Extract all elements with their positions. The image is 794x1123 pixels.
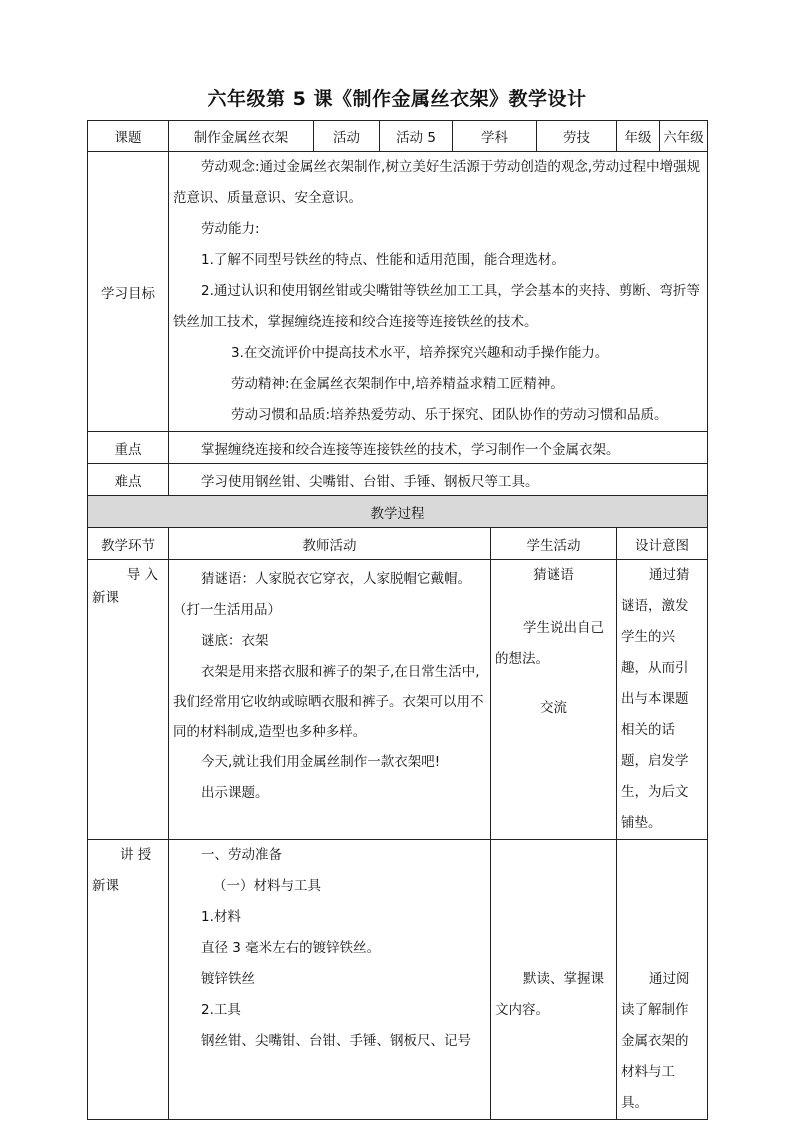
process-header: 教学过程 — [88, 496, 708, 528]
intro-student-line: 猜谜语 — [533, 567, 574, 583]
col-header-stage: 教学环节 — [88, 528, 169, 560]
difficulty-row — [88, 464, 708, 496]
subject-label: 学科 — [453, 121, 537, 152]
intro-teacher-line: 衣架是用来搭衣服和裤子的架子,在日常生活中,我们经常用它收纳或晾晒衣服和裤子。衣架可以用不同的材料制成,造型也多种多样。 — [173, 664, 484, 740]
col-header-student: 学生活动 — [491, 528, 617, 560]
intro-teacher-line: 谜底：衣架 — [201, 633, 269, 649]
key-point-row — [88, 432, 708, 464]
intro-design-text: 通过猜谜语，激发学生的兴趣，从而引出与本课题相关的话题，启发学生，为后文铺垫。 — [621, 567, 690, 831]
intro-teacher-line: 猜谜语：人家脱衣它穿衣，人家脱帽它戴帽。 — [201, 571, 471, 587]
intro-student — [491, 560, 617, 840]
document-title: 六年级第 5 课《制作金属丝衣架》教学设计 — [207, 88, 587, 110]
grade-value: 六年级 — [660, 121, 708, 152]
lecture-teacher — [169, 840, 491, 1120]
goals-content — [169, 152, 708, 432]
lecture-teacher-line: 一、劳动准备 — [201, 847, 282, 863]
goals-label: 学习目标 — [88, 152, 169, 432]
lecture-row — [88, 840, 708, 1120]
goal-line: 劳动精神:在金属丝衣架制作中,培养精益求精工匠精神。 — [231, 376, 564, 392]
intro-stage-b: 新课 — [92, 590, 119, 606]
intro-design — [617, 560, 708, 840]
goal-line: 1.了解不同型号铁丝的特点、性能和适用范围，能合理选材。 — [201, 252, 565, 268]
goal-line: 2.通过认识和使用钢丝钳或尖嘴钳等铁丝加工工具，学会基本的夹持、剪断、弯折等铁丝加工技术，掌握缠绕连接和绞合连接等连接铁丝的技术。 — [173, 283, 700, 330]
lecture-teacher-line: 直径 3 毫米左右的镀锌铁丝。 — [201, 940, 381, 956]
lecture-teacher-line: 镀锌铁丝 — [201, 971, 255, 987]
activity-value: 活动 5 — [380, 121, 453, 152]
intro-teacher-line: 出示课题。 — [201, 785, 269, 801]
goal-line: 劳动习惯和品质:培养热爱劳动、乐于探究、团队协作的劳动习惯和品质。 — [231, 407, 668, 423]
intro-student-line: 学生说出自己的想法。 — [495, 620, 605, 667]
lecture-teacher-line: （一）材料与工具 — [213, 878, 321, 894]
lecture-stage-b: 新课 — [92, 878, 119, 894]
difficulty-text: 学习使用钢丝钳、尖嘴钳、台钳、手锤、钢板尺等工具。 — [169, 464, 708, 496]
column-header-row — [88, 528, 708, 560]
intro-teacher-line: 今天,就让我们用金属丝制作一款衣架吧! — [201, 754, 441, 770]
topic-value: 制作金属丝衣架 — [169, 121, 314, 152]
key-point-text: 掌握缠绕连接和绞合连接等连接铁丝的技术，学习制作一个金属衣架。 — [169, 432, 708, 464]
lecture-stage — [88, 840, 169, 1120]
subject-value: 劳技 — [537, 121, 617, 152]
lecture-design-text: 通过阅读了解制作金属衣架的材料与工具。 — [621, 971, 690, 1111]
goal-line: 3.在交流评价中提高技术水平，培养探究兴趣和动手操作能力。 — [231, 345, 609, 361]
intro-student-line: 交流 — [540, 700, 568, 716]
lecture-teacher-line: 2.工具 — [201, 1002, 241, 1018]
intro-stage-a: 导 入 — [126, 567, 158, 583]
intro-row — [88, 560, 708, 840]
lecture-student-text: 默读、掌握课文内容。 — [495, 971, 605, 1018]
lecture-teacher-line: 1.材料 — [201, 909, 241, 925]
goal-line: 劳动观念:通过金属丝衣架制作,树立美好生活源于劳动创造的观念,劳动过程中增强规范意识、质量意识、安全意识。 — [173, 159, 701, 206]
intro-teacher — [169, 560, 491, 840]
difficulty-label: 难点 — [88, 464, 169, 496]
activity-label: 活动 — [314, 121, 380, 152]
col-header-design: 设计意图 — [617, 528, 708, 560]
lecture-teacher-line: 钢丝钳、尖嘴钳、台钳、手锤、钢板尺、记号 — [201, 1033, 471, 1049]
lesson-plan-table — [87, 120, 708, 1120]
lecture-stage-a: 讲 授 — [120, 847, 152, 863]
intro-stage — [88, 560, 169, 840]
lecture-student — [491, 840, 617, 1120]
topic-label: 课题 — [88, 121, 169, 152]
key-point-label: 重点 — [88, 432, 169, 464]
info-row — [88, 121, 708, 152]
grade-label: 年级 — [617, 121, 660, 152]
goals-row — [88, 152, 708, 432]
lecture-design — [617, 840, 708, 1120]
goal-line: 劳动能力: — [201, 221, 260, 237]
intro-teacher-line: （打一生活用品） — [173, 602, 281, 618]
process-header-row — [88, 496, 708, 528]
col-header-teacher: 教师活动 — [169, 528, 491, 560]
